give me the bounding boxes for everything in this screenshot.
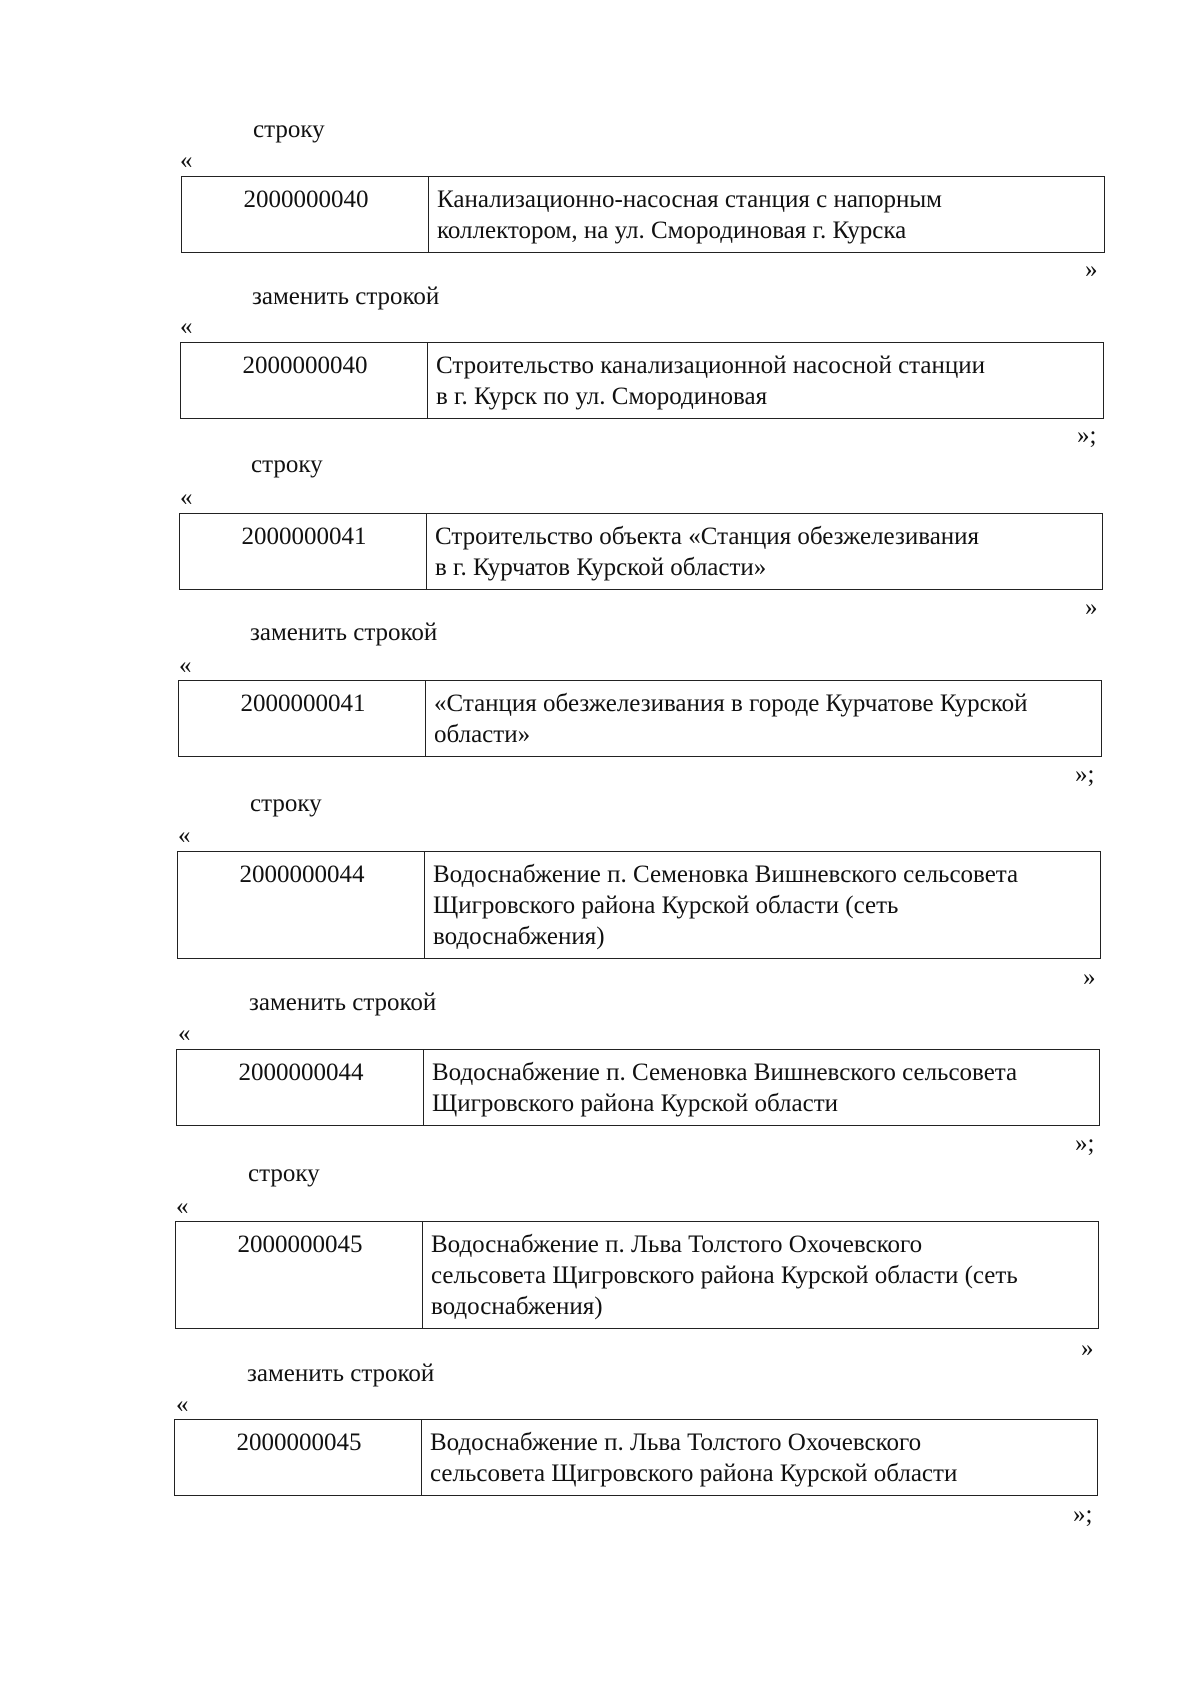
intro-text: заменить строкой <box>252 283 440 310</box>
code-cell: 2000000041 <box>180 514 427 590</box>
name-cell <box>428 343 1104 419</box>
name-line: Водоснабжение п. Льва Толстого Охочевского <box>431 1231 923 1258</box>
code-cell: 2000000041 <box>179 681 426 757</box>
intro-text: строку <box>251 451 323 478</box>
name-line: Водоснабжение п. Семеновка Вишневского сельсовета <box>433 861 1019 888</box>
name-line: Щигровского района Курской области (сеть <box>433 892 899 919</box>
name-line: водоснабжения) <box>433 923 605 950</box>
open-quote: « <box>180 147 193 174</box>
table-row <box>178 680 1102 757</box>
intro-text: строку <box>250 790 322 817</box>
name-line: Строительство объекта «Станция обезжелезивания <box>435 523 980 550</box>
name-line: «Станция обезжелезивания в городе Курчатове Курской <box>434 690 1028 717</box>
table-row <box>181 176 1105 253</box>
name-cell <box>429 177 1105 253</box>
close-quote: » <box>1081 1335 1094 1362</box>
name-line: сельсовета Щигровского района Курской области <box>430 1460 958 1487</box>
name-line: водоснабжения) <box>431 1293 603 1320</box>
code-cell: 2000000045 <box>176 1222 423 1329</box>
open-quote: « <box>178 822 191 849</box>
name-cell <box>426 681 1102 757</box>
open-quote: « <box>176 1193 189 1220</box>
close-quote: »; <box>1075 1130 1095 1157</box>
table-row <box>180 342 1104 419</box>
open-quote: « <box>180 313 193 340</box>
code-cell: 2000000040 <box>182 177 429 253</box>
name-line: Канализационно-насосная станция с напорным <box>437 186 942 213</box>
name-line: Щигровского района Курской области <box>432 1090 839 1117</box>
intro-text: заменить строкой <box>250 619 438 646</box>
name-line: сельсовета Щигровского района Курской области (сеть <box>431 1262 1018 1289</box>
name-line: коллектором, на ул. Смородиновая г. Курска <box>437 217 907 244</box>
table-row <box>177 851 1101 959</box>
name-line: Водоснабжение п. Семеновка Вишневского сельсовета <box>432 1059 1018 1086</box>
table-row <box>176 1049 1100 1126</box>
name-cell <box>427 514 1103 590</box>
intro-text: заменить строкой <box>247 1360 435 1387</box>
intro-text: строку <box>248 1160 320 1187</box>
table-row <box>179 513 1103 590</box>
close-quote: »; <box>1077 422 1097 449</box>
table-row <box>174 1419 1098 1496</box>
name-line: Водоснабжение п. Льва Толстого Охочевского <box>430 1429 922 1456</box>
name-line: Строительство канализационной насосной станции <box>436 352 986 379</box>
intro-text: строку <box>253 116 325 143</box>
name-cell <box>425 852 1101 959</box>
name-line: в г. Курчатов Курской области» <box>435 554 767 581</box>
code-cell: 2000000044 <box>177 1050 424 1126</box>
open-quote: « <box>180 484 193 511</box>
close-quote: » <box>1085 594 1098 621</box>
close-quote: »; <box>1075 761 1095 788</box>
table-row <box>175 1221 1099 1329</box>
code-cell: 2000000045 <box>175 1420 422 1496</box>
close-quote: » <box>1083 964 1096 991</box>
name-cell <box>422 1420 1098 1496</box>
name-cell <box>424 1050 1100 1126</box>
code-cell: 2000000044 <box>178 852 425 959</box>
close-quote: »; <box>1073 1501 1093 1528</box>
intro-text: заменить строкой <box>249 989 437 1016</box>
name-cell <box>423 1222 1099 1329</box>
close-quote: » <box>1085 256 1098 283</box>
name-line: области» <box>434 721 531 748</box>
name-line: в г. Курск по ул. Смородиновая <box>436 383 768 410</box>
open-quote: « <box>178 1020 191 1047</box>
open-quote: « <box>176 1391 189 1418</box>
open-quote: « <box>179 652 192 679</box>
code-cell: 2000000040 <box>181 343 428 419</box>
